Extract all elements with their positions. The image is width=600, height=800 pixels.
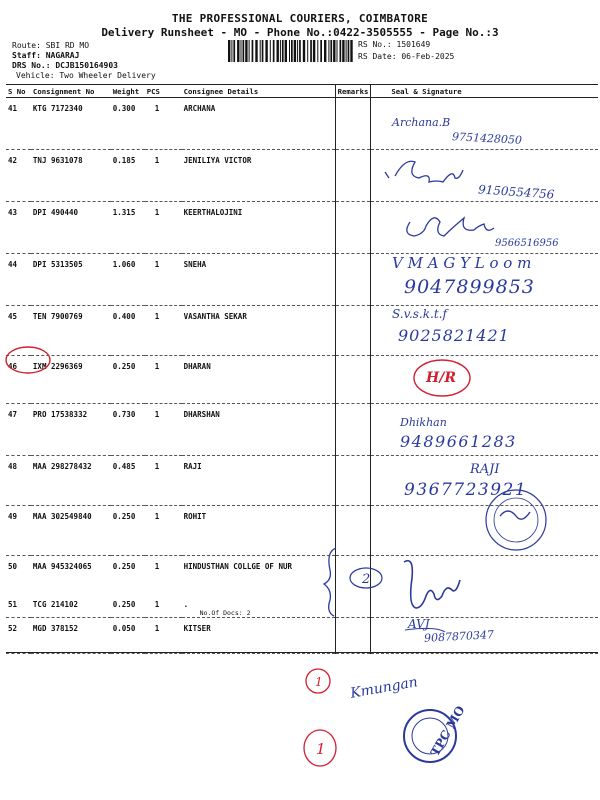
col-consignee: Consignee Details	[182, 85, 335, 98]
red-circle-46	[6, 347, 50, 373]
row-sno-text: 44	[8, 260, 18, 269]
row-pcs-text: 1	[154, 156, 160, 165]
row-consignment-text: DPI 490440	[32, 208, 79, 217]
row-consignment-text: KTG 7172340	[32, 104, 83, 113]
row-consignee-text: VASANTHA SEKAR	[183, 312, 247, 321]
red-circle-bottom	[306, 669, 330, 693]
row-sno-text: 46	[8, 362, 18, 371]
underline-52	[405, 628, 445, 632]
row-pcs-text: 1	[154, 599, 160, 609]
row-consignee-text: RAJI	[183, 462, 202, 471]
row-consignment-text: MGD 378152	[32, 623, 79, 633]
row-sno-text: 45	[8, 312, 18, 321]
handwritten-phone-45: 9025821421	[398, 326, 510, 345]
row-pcs-text: 1	[154, 562, 160, 571]
row-sno-text: 42	[8, 156, 18, 165]
page-subtitle: Delivery Runsheet - MO - Phone No.:0422-3505555 - Page No.:3	[101, 26, 499, 39]
row-consignment-text: TEN 7900769	[32, 312, 83, 321]
col-remarks: Remarks	[335, 85, 371, 98]
handwritten-mark-50: 2	[362, 572, 371, 587]
signature-43	[407, 218, 494, 236]
row-pcs-text: 1	[154, 312, 160, 321]
row-consignee-text: ROHIT	[183, 512, 207, 521]
handwritten-mark-bottom-2: 1	[316, 740, 326, 758]
handwritten-phone-47: 9489661283	[400, 432, 517, 451]
handwritten-name-44: V M A G Y L o o m	[392, 254, 532, 272]
row-consignment-text: TCG 214102	[32, 599, 79, 609]
row-weight-text: 0.250	[112, 599, 136, 609]
seal-49-inner	[494, 498, 538, 542]
handwritten-sig-45: S.v.s.k.t.f	[392, 307, 447, 321]
row-sno-text: 48	[8, 462, 18, 471]
handwritten-phone-52: 9087870347	[423, 628, 495, 645]
row-consignment-text: PRO 17538332	[32, 410, 88, 419]
circle-mark-50	[350, 568, 382, 588]
row-weight-text: 0.730	[112, 410, 136, 419]
vehicle-label: Vehicle: Two Wheeler Delivery	[16, 71, 156, 80]
row-consignment-text: MAA 298278432	[32, 462, 92, 471]
handwritten-phone-43: 9566516956	[495, 238, 559, 249]
row-consignee-text: KITSER	[183, 623, 211, 633]
staff-label: Staff: NAGARAJ	[12, 51, 80, 60]
row-consignment-text: MAA 945324065	[32, 562, 92, 571]
row-pcs-text: 1	[154, 260, 160, 269]
handwritten-phone-41: 9751428050	[451, 130, 523, 147]
row-weight-text: 0.485	[112, 462, 136, 471]
row-sno-text: 41	[8, 104, 18, 113]
row-sno-text: 47	[8, 410, 18, 419]
row-pcs-text: 1	[154, 104, 160, 113]
tpc-stamp-inner	[412, 718, 448, 754]
drs-label: DRS No.: DCJB150164903	[12, 61, 118, 70]
handwritten-phone-48: 9367723921	[404, 480, 528, 500]
seal-49	[486, 490, 546, 550]
row-consignee-text: SNEHA	[183, 260, 207, 269]
signature-50-51	[404, 561, 460, 608]
row-pcs-text: 1	[154, 462, 160, 471]
row-consignee-text: HINDUSTHAN COLLGE OF NUR	[183, 562, 292, 571]
handwritten-name-52: AVJ	[408, 617, 430, 631]
handwritten-phone-42: 9150554756	[477, 182, 555, 202]
rs-number: RS No.: 1501649	[358, 40, 431, 49]
handwritten-sig-bottom: Kmungan	[349, 674, 419, 702]
row-weight-text: 0.050	[112, 623, 136, 633]
row-consignee-text: DHARSHAN	[183, 410, 220, 419]
row-consignment-text: MAA 302549840	[32, 512, 92, 521]
bracket-50-51	[324, 548, 336, 616]
row-weight-text: 0.250	[112, 512, 136, 521]
signature-42	[385, 161, 463, 182]
col-sno: S No	[6, 85, 31, 98]
row-sno-text: 43	[8, 208, 18, 217]
row-pcs-text: 1	[154, 623, 160, 633]
row-consignee-text: .	[183, 599, 189, 609]
row-consignee-text: DHARAN	[183, 362, 211, 371]
seal-49-mark	[500, 511, 530, 519]
row-weight-text: 0.185	[112, 156, 136, 165]
row-weight-text: 1.060	[112, 260, 136, 269]
red-circle-bottom-2	[304, 730, 336, 766]
row-weight-text: 0.400	[112, 312, 136, 321]
row-pcs-text: 1	[154, 512, 160, 521]
row-pcs-text: 1	[154, 208, 160, 217]
handwritten-name-47: Dhikhan	[400, 416, 447, 429]
row-sno-text: 49	[8, 512, 18, 521]
row-consignee-text: JENILIYA VICTOR	[183, 156, 252, 165]
row-pcs-text: 1	[154, 410, 160, 419]
handwritten-mark-bottom: 1	[315, 675, 323, 689]
no-of-docs: No.Of Docs: 2	[199, 608, 251, 617]
row-consignee-text: KEERTHALOJINI	[183, 208, 243, 217]
col-seal-signature: Seal & Signature	[371, 85, 598, 98]
handwritten-phone-44: 9047899853	[404, 276, 535, 298]
rs-date: RS Date: 06-Feb-2025	[358, 52, 455, 61]
handwritten-stamp-46: H/R	[426, 370, 456, 386]
page-title: THE PROFESSIONAL COURIERS, COIMBATORE	[171, 12, 429, 25]
row-sno-text: 50	[8, 562, 18, 571]
col-consignment: Consignment No	[31, 85, 111, 98]
row-pcs-text: 1	[154, 362, 160, 371]
row-weight-text: 0.300	[112, 104, 136, 113]
handwritten-name-41: Archana.B	[392, 116, 451, 129]
row-weight-text: 0.250	[112, 562, 136, 571]
row-sno-text: 52	[8, 623, 18, 633]
row-weight-text: 0.250	[112, 362, 136, 371]
row-sno-text: 51	[8, 599, 18, 609]
row-consignment-text: TNJ 9631078	[32, 156, 83, 165]
red-stamp-46	[414, 360, 470, 396]
route-label: Route: SBI RD MO	[12, 41, 90, 50]
row-consignment-text: IXM 2296369	[32, 362, 83, 371]
handwritten-name-48: RAJI	[470, 462, 500, 477]
col-pcs: PCS	[145, 85, 182, 98]
col-weight: Weight	[111, 85, 145, 98]
row-consignee-text: ARCHANA	[183, 104, 216, 113]
tpc-stamp-text: TPC MO	[427, 703, 468, 759]
row-weight-text: 1.315	[112, 208, 136, 217]
row-consignment-text: DPI 5313505	[32, 260, 83, 269]
